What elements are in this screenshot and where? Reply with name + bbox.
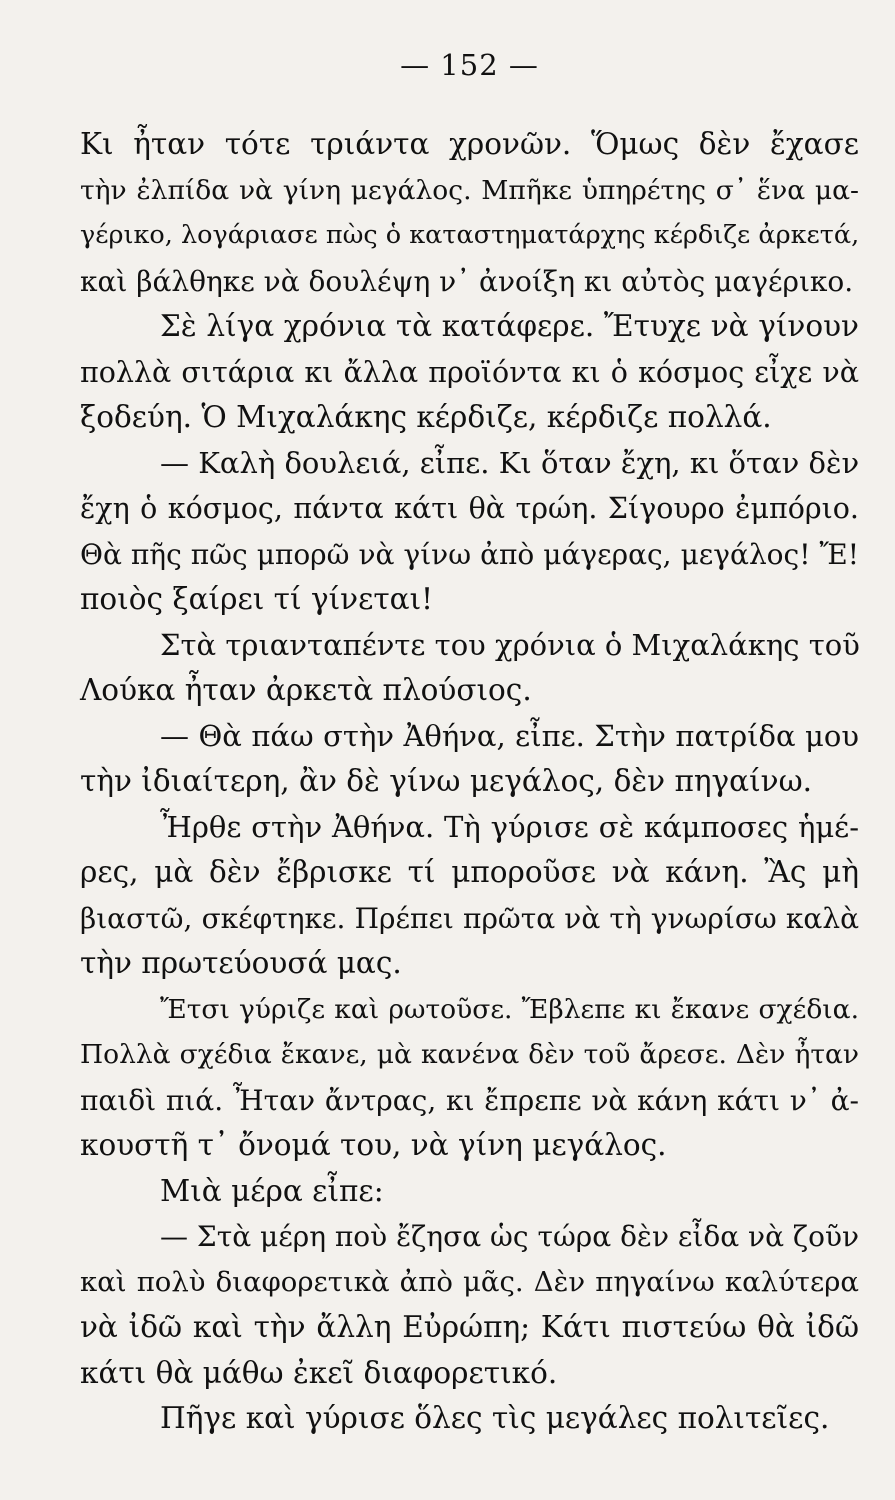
text-line: γέρικο, λογάριασε πὼς ὁ καταστηματάρχης κέρδιζε ἀρκετά, — [80, 220, 860, 250]
text-line: πολλὰ σιτάρια κι ἄλλα προϊόντα κι ὁ κόσμος εἶχε νὰ — [80, 355, 859, 389]
text-line: ρες, μὰ δὲν ἔβρισκε τί μποροῦσε νὰ κάνη. Ἂς μὴ — [80, 855, 859, 889]
text-line: τὴν ἰδιαίτερη, ἂν δὲ γίνω μεγάλος, δὲν πηγαίνω. — [80, 764, 813, 798]
text-line: Στὰ τριανταπέντε του χρόνια ὁ Μιχαλάκης τοῦ — [160, 627, 860, 662]
text-line: Πολλὰ σχέδια ἔκανε, μὰ κανένα δὲν τοῦ ἄρεσε. Δὲν ἦταν — [80, 1039, 859, 1070]
text-line: βιαστῶ, σκέφτηκε. Πρέπει πρῶτα νὰ τὴ γνωρίσω καλὰ — [80, 901, 859, 935]
text-line: ποιὸς ξαίρει τί γίνεται! — [80, 582, 434, 616]
text-line: Ἔτσι γύριζε καὶ ρωτοῦσε. Ἔβλεπε κι ἔκανε σχέδια. — [160, 993, 859, 1025]
text-line: Μιὰ μέρα εἶπε: — [160, 1173, 384, 1208]
text-line: νὰ ἰδῶ καὶ τὴν ἄλλη Εὐρώπη; Κάτι πιστεύω θὰ ἰδῶ — [80, 1310, 859, 1344]
text-line: Λούκα ἦταν ἀρκετὰ πλούσιος. — [80, 673, 532, 707]
text-line: Σὲ λίγα χρόνια τὰ κατάφερε. Ἔτυχε νὰ γίνουν — [160, 309, 859, 343]
text-line: κουστῆ τ᾽ ὄνομά του, νὰ γίνη μεγάλος. — [80, 1128, 667, 1162]
text-line: παιδὶ πιά. Ἦταν ἄντρας, κι ἔπρεπε νὰ κάνη κάτι ν᾽ ἀ- — [80, 1083, 859, 1117]
text-line: Πῆγε καὶ γύρισε ὅλες τὶς μεγάλες πολιτεῖες. — [160, 1401, 830, 1435]
text-line: Θὰ πῆς πῶς μπορῶ νὰ γίνω ἀπὸ μάγερας, μεγάλος! Ἔ! — [80, 537, 859, 571]
text-line: τὴν πρωτεύουσά μας. — [80, 946, 402, 980]
text-line: — Καλὴ δουλειά, εἶπε. Κι ὅταν ἔχη, κι ὅταν δὲν — [160, 445, 860, 480]
text-line: — Θὰ πάω στὴν Ἀθήνα, εἶπε. Στὴν πατρίδα μου — [160, 718, 859, 753]
text-line: τὴν ἐλπίδα νὰ γίνη μεγάλος. Μπῆκε ὑπηρέτης σ᾽ ἕνα μα- — [80, 174, 859, 206]
page-number: — 152 — — [400, 48, 539, 82]
text-line: καὶ πολὺ διαφορετικὰ ἀπὸ μᾶς. Δὲν πηγαίνω καλύτερα — [80, 1265, 859, 1298]
text-line: Ἦρθε στὴν Ἀθήνα. Τὴ γύρισε σὲ κάμποσες ἡμέ- — [160, 809, 859, 844]
text-body — [80, 122, 859, 1442]
text-line: καὶ βάλθηκε νὰ δουλέψη ν᾽ ἀνοίξη κι αὐτὸς μαγέρικο. — [80, 264, 854, 298]
text-line: ξοδεύη. Ὁ Μιχαλάκης κέρδιζε, κέρδιζε πολλά. — [80, 400, 772, 434]
text-line: — Στὰ μέρη ποὺ ἔζησα ὡς τώρα δὲν εἶδα νὰ ζοῦν — [160, 1220, 859, 1253]
text-line: κάτι θὰ μάθω ἐκεῖ διαφορετικό. — [80, 1355, 558, 1390]
text-line: Κι ἦταν τότε τριάντα χρονῶν. Ὅμως δὲν ἔχασε — [80, 127, 859, 161]
text-line: ἔχη ὁ κόσμος, πάντα κάτι θὰ τρώη. Σίγουρο ἐμπόριο. — [80, 492, 859, 525]
